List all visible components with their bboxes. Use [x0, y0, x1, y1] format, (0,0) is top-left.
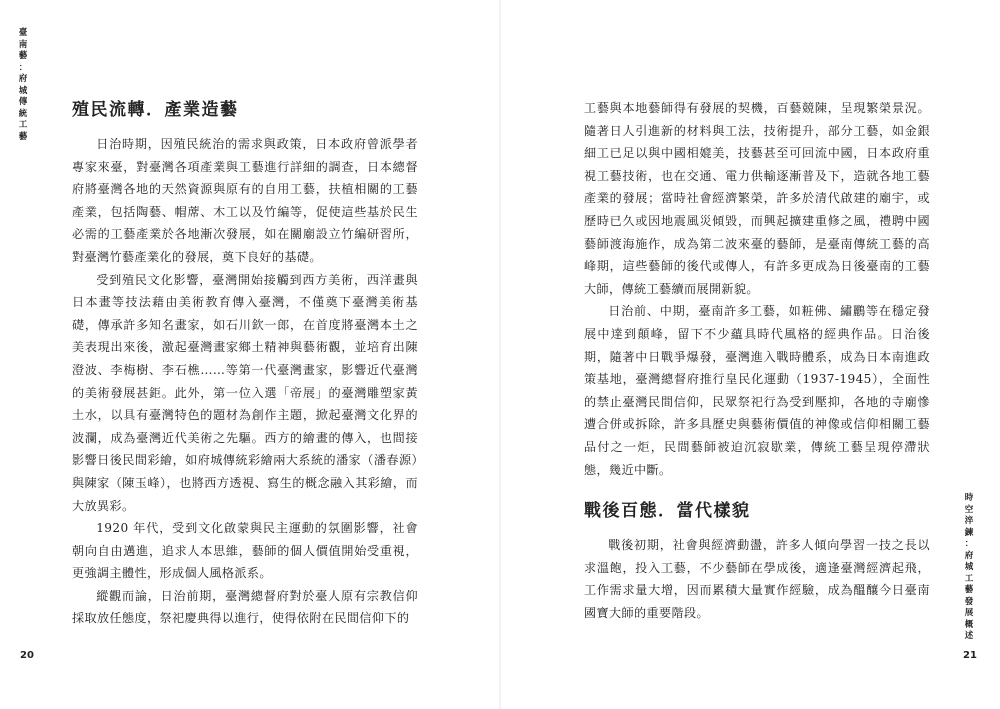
running-head-char: 藝 [18, 131, 28, 142]
paragraph: 日治前、中期，臺南許多工藝，如粧佛、繡鸝等在穩定發展中達到顛峰，留下不少蘊具時代風格的經典作品。日治後期，隨著中日戰爭爆發，臺灣進入戰時體系，成為日本南進政策基地，臺灣總督府推行皇民化運動（1937-1945），全面性的禁止臺灣民間信仰，民眾祭祀行為受到壓抑，各地的寺廟慘遭合併或拆除，許多具歷史與藝術價值的神像或信仰相關工藝品付之一炬，民間藝師被迫沉寂歇業，傳統工藝呈現停滯狀態，幾近中斷。 [584, 304, 930, 477]
paragraph: 工藝與本地藝師得有發展的契機，百藝競陳，呈現繁榮景況。隨著日人引進新的材料與工法，技術提升，部分工藝，如金銀細工已足以與中國相媲美，技藝甚至可回流中國，日本政府重視工藝技術，也在交通、電力供輸逐漸普及下，造就各地工藝產業的發展；當時社會經濟繁榮，許多於清代啟建的廟宇，或歷時已久或因地震風災傾毀，而興起擴建重修之風，禮聘中國藝師渡海施作，成為第二波來臺的藝師，是臺南傳統工藝的高峰期，這些藝師的後代或傳人，有許多更成為日後臺南的工藝大師，傳統工藝續而展開新貌。 [584, 101, 930, 296]
section-heading-colonial: 殖民流轉．產業造藝 [72, 100, 239, 120]
paragraph: 受到殖民文化影響，臺灣開始接觸到西方美術，西洋畫與日本畫等技法藉由美術教育傳入臺灣，不僅奠下臺灣美術基礎，傳承許多知名畫家，如石川欽一郎，在首度將臺灣本土之美表現出來後，激起臺灣畫家鄉土精神與藝術觀，並培育出陳澄波、李梅樹、李石樵……等第一代臺灣畫家，影響近代臺灣的美術發展甚鉅。此外，第一位入選「帝展」的臺灣雕塑家黃土水，以具有臺灣特色的題材為創作主題，掀起臺灣文化界的波瀾，成為臺灣近代美術之先驅。西方的繪畫的傳入，也間接影響日後民間彩繪，如府城傳統彩繪兩大系統的潘家（潘春源）與陳家（陳玉峰），也將西方透視、寫生的概念融入其彩繪，而大放異彩。 [72, 272, 418, 513]
section-heading-postwar: 戰後百態．當代樣貌 [584, 501, 751, 522]
running-head-char: 淬 [964, 516, 974, 526]
running-head-char: 城 [964, 562, 974, 572]
running-head-char: 述 [964, 631, 974, 641]
paragraph: 1920 年代，受到文化啟蒙與民主運動的氛圍影響，社會朝向自由邁進，追求人本思維，藝師的個人價值開始受重視，更強調主體性，形成個人風格派系。 [72, 521, 418, 581]
spread-gutter [499, 0, 501, 709]
running-head-char: 府 [18, 74, 28, 84]
running-head-char: 府 [964, 550, 974, 561]
running-head-char: 工 [964, 573, 974, 584]
running-head-char: 鍊 [964, 527, 974, 538]
running-head-char: 工 [18, 120, 28, 130]
running-head-char: ： [18, 62, 28, 73]
running-head-char: 南 [18, 39, 28, 50]
running-head-char: 概 [964, 619, 974, 630]
running-head-char: 空 [964, 504, 974, 515]
paragraph: 日治時期，因殖民統治的需求與政策，日本政府曾派學者專家來臺，對臺灣各項產業與工藝進行詳細的調查，日本總督府將臺灣各地的天然資源與原有的自用工藝，扶植相關的工藝產業，包括陶藝、帽蓆、木工以及竹編等，促使這些基於民生必需的工藝產業於各地漸次發展，如在關廟設立竹編研習所，對臺灣竹藝產業化的發展，奠下良好的基礎。 [72, 137, 418, 264]
running-head-char: 傳 [18, 97, 28, 107]
running-head-left [16, 28, 30, 143]
running-head-char: 臺 [18, 28, 28, 38]
paragraph: 縱觀而論，日治前期，臺灣總督府對於臺人原有宗教信仰採取放任態度，祭祀慶典得以進行，使得依附在民間信仰下的 [72, 588, 418, 626]
running-head-char: ： [964, 539, 974, 549]
running-head-char: 城 [18, 85, 28, 96]
running-head-char: 時 [964, 493, 974, 503]
running-head-char: 統 [18, 108, 28, 119]
running-head-char: 藝 [18, 51, 28, 61]
running-head-char: 藝 [964, 585, 974, 595]
right-page-column [584, 97, 930, 624]
page-number-left: 20 [20, 650, 34, 661]
left-page-column [72, 98, 418, 630]
running-head-char: 展 [964, 608, 974, 618]
running-head-right [962, 493, 976, 643]
page-number-right: 21 [963, 650, 977, 661]
paragraph: 戰後初期，社會與經濟動盪，許多人傾向學習一技之長以求溫飽，投入工藝，不少藝師在學成後，適逢臺灣經濟起飛，工作需求量大增，因而累積大量實作經驗，成為醞釀今日臺南國寶大師的重要階段。 [584, 538, 930, 620]
running-head-char: 發 [964, 596, 974, 607]
